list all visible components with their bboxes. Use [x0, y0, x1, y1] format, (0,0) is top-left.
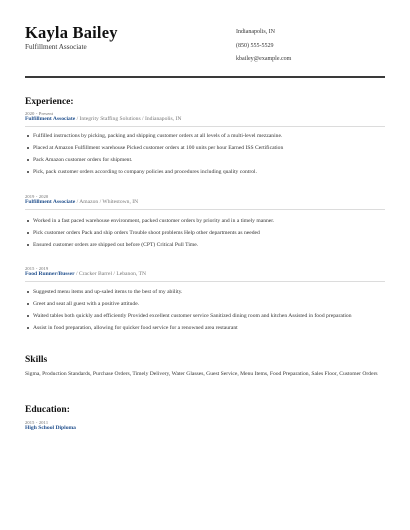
contact-block: [236, 29, 291, 70]
list-item: Pick, pack customer orders according to company policies and procedures including quality control.: [25, 169, 385, 176]
list-item: Placed at Amazon Fulfillment warehouse Picked customer orders at 100 units per hour Earned ISS Certification: [25, 145, 385, 152]
contact-phone: (850) 555-5529: [236, 42, 274, 49]
list-item: Worked in a fast paced warehouse environment, packed customer orders by priority and in a timely manner.: [25, 218, 385, 225]
job-heading: [25, 116, 181, 122]
job-divider: [25, 126, 385, 127]
job-bullets: [25, 218, 385, 249]
education-dates: 2015 - 2011: [25, 420, 49, 425]
list-item: Suggested menu items and up-saled items to the best of my ability.: [25, 289, 385, 296]
job-dates: 2015 - 2019: [25, 266, 49, 271]
skills-list: Sigma, Production Standards, Purchase Orders, Timely Delivery, Water Glasses, Guest Service, Menu Items, Food Preparation, Sales Floor, Customer Orders: [25, 371, 378, 377]
job-details: / Amazon / Whitestown, IN: [75, 199, 139, 205]
list-item: Pick customer orders Pack and ship orders Trouble shoot problems Help other departments as needed: [25, 230, 385, 237]
list-item: Waited tables both quickly and efficiently Provided excellent customer service Sanitized dining room and kitchen Assisted in food preparation: [25, 313, 385, 320]
job-bullets: [25, 133, 385, 176]
job-dates: 2020 - Present: [25, 111, 54, 116]
education-heading: Education:: [25, 405, 70, 415]
job-title: Fulfillment Associate: [25, 116, 76, 122]
candidate-name: Kayla Bailey: [25, 23, 118, 42]
list-item: Greet and seat all guest with a positive attitude.: [25, 301, 385, 308]
contact-location: Indianapolis, IN: [236, 29, 275, 35]
list-item: Assist in food preparation, allowing for quicker food service for a renowned area restaurant: [25, 325, 385, 332]
job-divider: [25, 209, 385, 210]
job-bullets: [25, 289, 385, 332]
header-divider: [25, 76, 385, 78]
job-title: Fulfillment Associate: [25, 199, 76, 205]
job-details: / Integrity Staffing Solutions / Indianapolis, IN: [75, 116, 182, 122]
skills-heading: Skills: [25, 355, 48, 365]
job-title: Food Runner/Busser: [25, 271, 75, 277]
experience-heading: Experience:: [25, 97, 74, 107]
job-divider: [25, 281, 385, 282]
education-degree: High School Diploma: [25, 425, 76, 431]
contact-email: kbailey@example.com: [236, 56, 292, 62]
job-heading: [25, 199, 138, 205]
list-item: Fulfilled instructions by picking, packing and shipping customer orders at all levels of a multi-level mezzanine.: [25, 133, 385, 140]
list-item: Pack Amazon customer orders for shipment.: [25, 157, 385, 164]
candidate-role: Fulfillment Associate: [25, 43, 87, 51]
list-item: Ensured customer orders are shipped out before (CPT) Critical Pull Time.: [25, 242, 385, 249]
job-heading: [25, 271, 146, 277]
job-details: / Cracker Barrel / Lebanon, TN: [74, 271, 147, 277]
job-dates: 2019 - 2020: [25, 194, 49, 199]
